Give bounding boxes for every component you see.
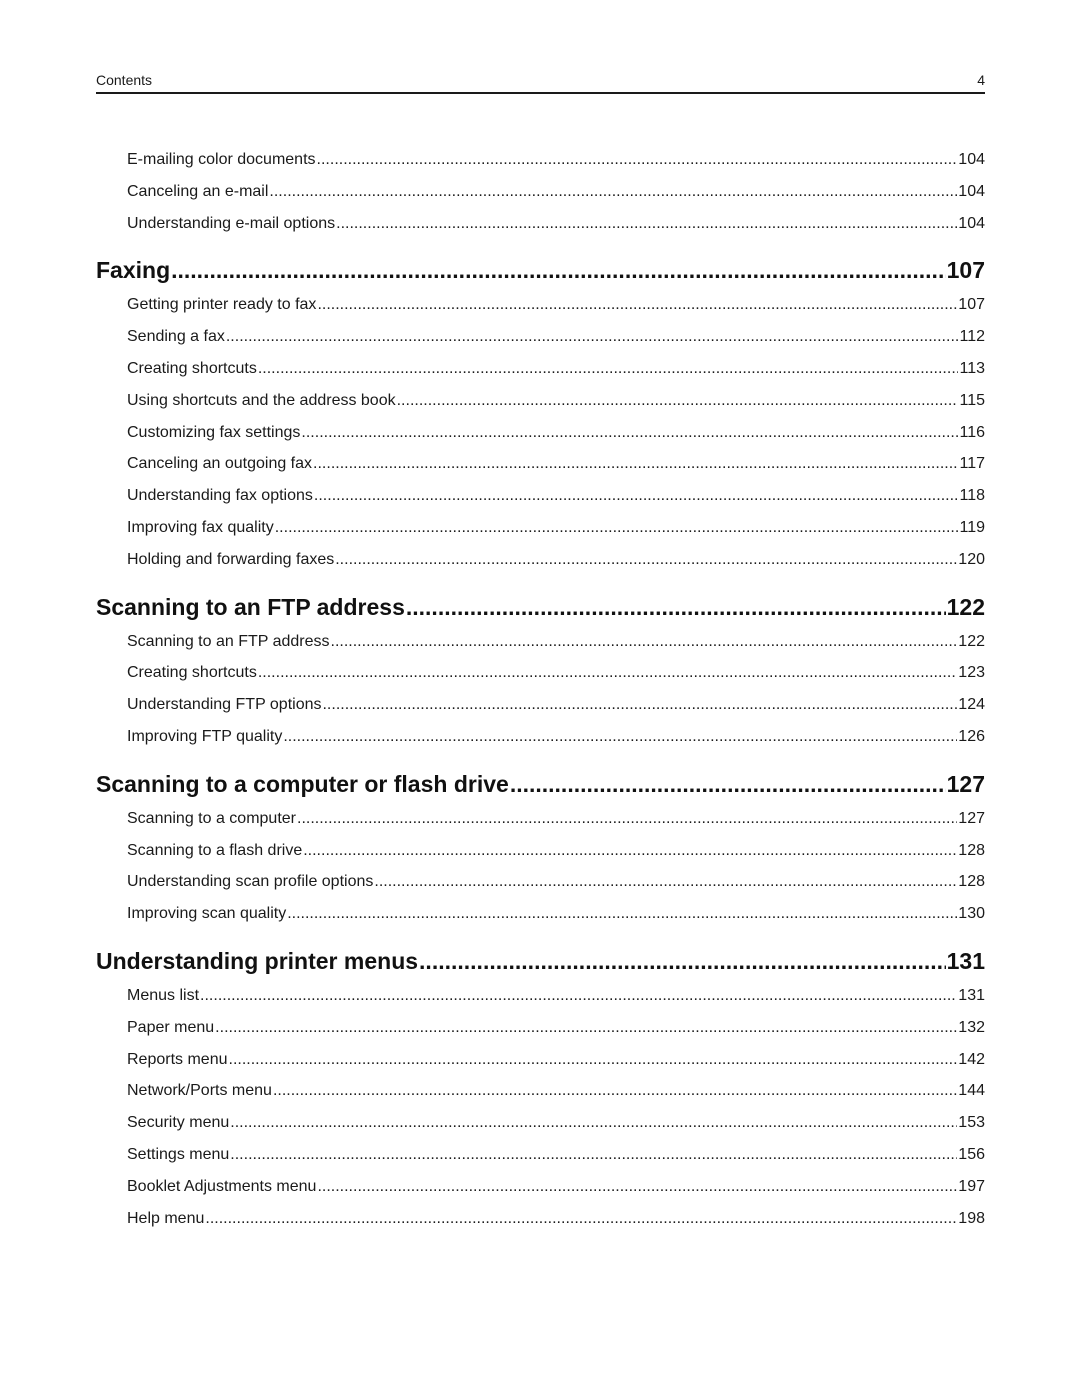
toc-section-heading[interactable] bbox=[96, 767, 985, 801]
dot-leader bbox=[397, 385, 959, 417]
toc-section-page: 127 bbox=[946, 770, 985, 797]
toc-section-printer-menus bbox=[96, 944, 985, 1234]
page-header bbox=[96, 70, 985, 94]
toc-entry-label: Improving fax quality bbox=[127, 518, 274, 536]
toc-entry-page: 119 bbox=[959, 518, 985, 536]
toc-entry-page: 115 bbox=[959, 391, 985, 409]
toc-entry[interactable] bbox=[96, 1044, 985, 1076]
toc-entry-label: Scanning to a computer bbox=[127, 809, 296, 827]
dot-leader bbox=[200, 980, 957, 1012]
toc-entry-page: 122 bbox=[958, 632, 985, 650]
toc-entry[interactable] bbox=[96, 898, 985, 930]
toc-entry-label: Using shortcuts and the address book bbox=[127, 391, 396, 409]
toc-entry-label: Holding and forwarding faxes bbox=[127, 550, 335, 568]
toc-entry[interactable] bbox=[96, 1075, 985, 1107]
toc-entry-page: 123 bbox=[958, 664, 985, 682]
toc-entry-page: 128 bbox=[958, 841, 985, 859]
toc-entry[interactable] bbox=[96, 208, 985, 240]
dot-leader bbox=[419, 944, 946, 978]
toc-section-ftp bbox=[96, 590, 985, 753]
toc-entry[interactable] bbox=[96, 1107, 985, 1139]
toc-entry-page: 156 bbox=[958, 1145, 985, 1163]
toc-section-title: Understanding printer menus bbox=[96, 947, 419, 974]
toc-intro-group bbox=[96, 144, 985, 239]
dot-leader bbox=[229, 1044, 958, 1076]
toc-entry-label: Paper menu bbox=[127, 1018, 215, 1036]
toc-entry-page: 126 bbox=[958, 727, 985, 745]
dot-leader bbox=[297, 803, 957, 835]
dot-leader bbox=[230, 1107, 957, 1139]
dot-leader bbox=[335, 544, 957, 576]
dot-leader bbox=[226, 321, 959, 353]
toc-entry-label: Scanning to a flash drive bbox=[127, 841, 303, 859]
toc-section-title: Scanning to an FTP address bbox=[96, 593, 405, 620]
toc-entry-label: Understanding e-mail options bbox=[127, 214, 336, 232]
toc-entry[interactable] bbox=[96, 657, 985, 689]
toc-entry[interactable] bbox=[96, 144, 985, 176]
toc-entry[interactable] bbox=[96, 835, 985, 867]
dot-leader bbox=[331, 626, 958, 658]
toc-entry-label: Settings menu bbox=[127, 1145, 230, 1163]
toc-entry-label: Improving scan quality bbox=[127, 905, 287, 923]
dot-leader bbox=[510, 767, 946, 801]
table-of-contents bbox=[96, 144, 985, 1234]
dot-leader bbox=[317, 144, 958, 176]
toc-section-page: 107 bbox=[946, 257, 985, 284]
toc-entry-page: 104 bbox=[958, 151, 985, 168]
toc-entry[interactable] bbox=[96, 626, 985, 658]
toc-entry-label: Improving FTP quality bbox=[127, 727, 283, 745]
dot-leader bbox=[406, 590, 946, 624]
toc-entry-label: Menus list bbox=[127, 986, 200, 1004]
toc-entry[interactable] bbox=[96, 289, 985, 321]
toc-section-page: 131 bbox=[946, 947, 985, 974]
toc-entry-page: 117 bbox=[959, 455, 985, 473]
toc-entry[interactable] bbox=[96, 512, 985, 544]
toc-entry-page: 153 bbox=[958, 1114, 985, 1132]
toc-section-heading[interactable] bbox=[96, 253, 985, 287]
toc-entry[interactable] bbox=[96, 480, 985, 512]
toc-entry-page: 198 bbox=[958, 1209, 985, 1227]
toc-entry-label: Scanning to an FTP address bbox=[127, 632, 330, 650]
toc-entry[interactable] bbox=[96, 866, 985, 898]
toc-section-title: Scanning to a computer or flash drive bbox=[96, 770, 509, 797]
toc-entry-label: Creating shortcuts bbox=[127, 359, 257, 377]
toc-entry[interactable] bbox=[96, 721, 985, 753]
toc-entry-label: Security menu bbox=[127, 1114, 230, 1132]
toc-entry[interactable] bbox=[96, 448, 985, 480]
toc-entry-label: Understanding fax options bbox=[127, 487, 313, 505]
toc-entry[interactable] bbox=[96, 689, 985, 721]
toc-entry-label: Reports menu bbox=[127, 1050, 228, 1068]
toc-entry-page: 118 bbox=[959, 487, 985, 505]
toc-entry-page: 142 bbox=[958, 1050, 985, 1068]
toc-entry[interactable] bbox=[96, 544, 985, 576]
toc-entry-page: 128 bbox=[958, 873, 985, 891]
toc-entry-page: 127 bbox=[958, 809, 985, 827]
toc-entry[interactable] bbox=[96, 1171, 985, 1203]
dot-leader bbox=[283, 721, 957, 753]
toc-entry[interactable] bbox=[96, 176, 985, 208]
toc-entry-page: 104 bbox=[958, 182, 985, 200]
dot-leader bbox=[317, 289, 957, 321]
toc-entry-page: 131 bbox=[958, 986, 985, 1004]
toc-entry-label: Creating shortcuts bbox=[127, 664, 257, 682]
toc-entry-label: Help menu bbox=[127, 1209, 205, 1227]
dot-leader bbox=[230, 1139, 957, 1171]
toc-entry-page: 130 bbox=[958, 905, 985, 923]
toc-entry-label: Understanding FTP options bbox=[127, 696, 322, 714]
toc-entry[interactable] bbox=[96, 1203, 985, 1235]
toc-entry-label: Network/Ports menu bbox=[127, 1082, 272, 1100]
toc-entry-label: Customizing fax settings bbox=[127, 423, 301, 441]
toc-entry[interactable] bbox=[96, 417, 985, 449]
toc-entry[interactable] bbox=[96, 1012, 985, 1044]
toc-entry-page: 144 bbox=[958, 1082, 985, 1100]
toc-entry-page: 107 bbox=[958, 296, 985, 314]
dot-leader bbox=[269, 176, 957, 208]
dot-leader bbox=[215, 1012, 957, 1044]
toc-entry-label: Canceling an e-mail bbox=[127, 182, 269, 200]
toc-entry-label: Booklet Adjustments menu bbox=[127, 1177, 317, 1195]
dot-leader bbox=[336, 208, 957, 240]
toc-entry[interactable] bbox=[96, 1139, 985, 1171]
dot-leader bbox=[301, 417, 958, 449]
toc-entry[interactable] bbox=[96, 353, 985, 385]
toc-entry-page: 104 bbox=[958, 214, 985, 232]
toc-entry[interactable] bbox=[96, 321, 985, 353]
dot-leader bbox=[322, 689, 957, 721]
toc-entry-label: Understanding scan profile options bbox=[127, 873, 374, 891]
dot-leader bbox=[313, 448, 958, 480]
toc-section-heading[interactable] bbox=[96, 944, 985, 978]
page-number: 4 bbox=[977, 72, 985, 88]
dot-leader bbox=[374, 866, 957, 898]
toc-section-title: Faxing bbox=[96, 257, 171, 284]
toc-entry[interactable] bbox=[96, 385, 985, 417]
toc-section-page: 122 bbox=[946, 593, 985, 620]
toc-entry[interactable] bbox=[96, 803, 985, 835]
toc-section-heading[interactable] bbox=[96, 590, 985, 624]
toc-entry-page: 113 bbox=[959, 359, 985, 377]
dot-leader bbox=[275, 512, 959, 544]
dot-leader bbox=[317, 1171, 957, 1203]
dot-leader bbox=[205, 1203, 957, 1235]
running-header-title: Contents bbox=[96, 72, 153, 88]
toc-entry-page: 197 bbox=[958, 1177, 985, 1195]
dot-leader bbox=[287, 898, 957, 930]
toc-section-computer-flash bbox=[96, 767, 985, 930]
toc-entry-label: E-mailing color documents bbox=[127, 151, 316, 168]
toc-entry-page: 112 bbox=[959, 328, 985, 346]
toc-entry-page: 132 bbox=[958, 1018, 985, 1036]
dot-leader bbox=[258, 657, 957, 689]
dot-leader bbox=[303, 835, 957, 867]
toc-entry-label: Getting printer ready to fax bbox=[127, 296, 317, 314]
toc-entry-label: Canceling an outgoing fax bbox=[127, 455, 313, 473]
dot-leader bbox=[171, 253, 946, 287]
toc-entry-page: 124 bbox=[958, 696, 985, 714]
toc-entry-page: 120 bbox=[958, 550, 985, 568]
dot-leader bbox=[273, 1075, 957, 1107]
dot-leader bbox=[314, 480, 959, 512]
toc-section-faxing bbox=[96, 253, 985, 575]
toc-entry[interactable] bbox=[96, 980, 985, 1012]
toc-entry-page: 116 bbox=[959, 423, 985, 441]
toc-entry-label: Sending a fax bbox=[127, 328, 225, 346]
dot-leader bbox=[258, 353, 959, 385]
